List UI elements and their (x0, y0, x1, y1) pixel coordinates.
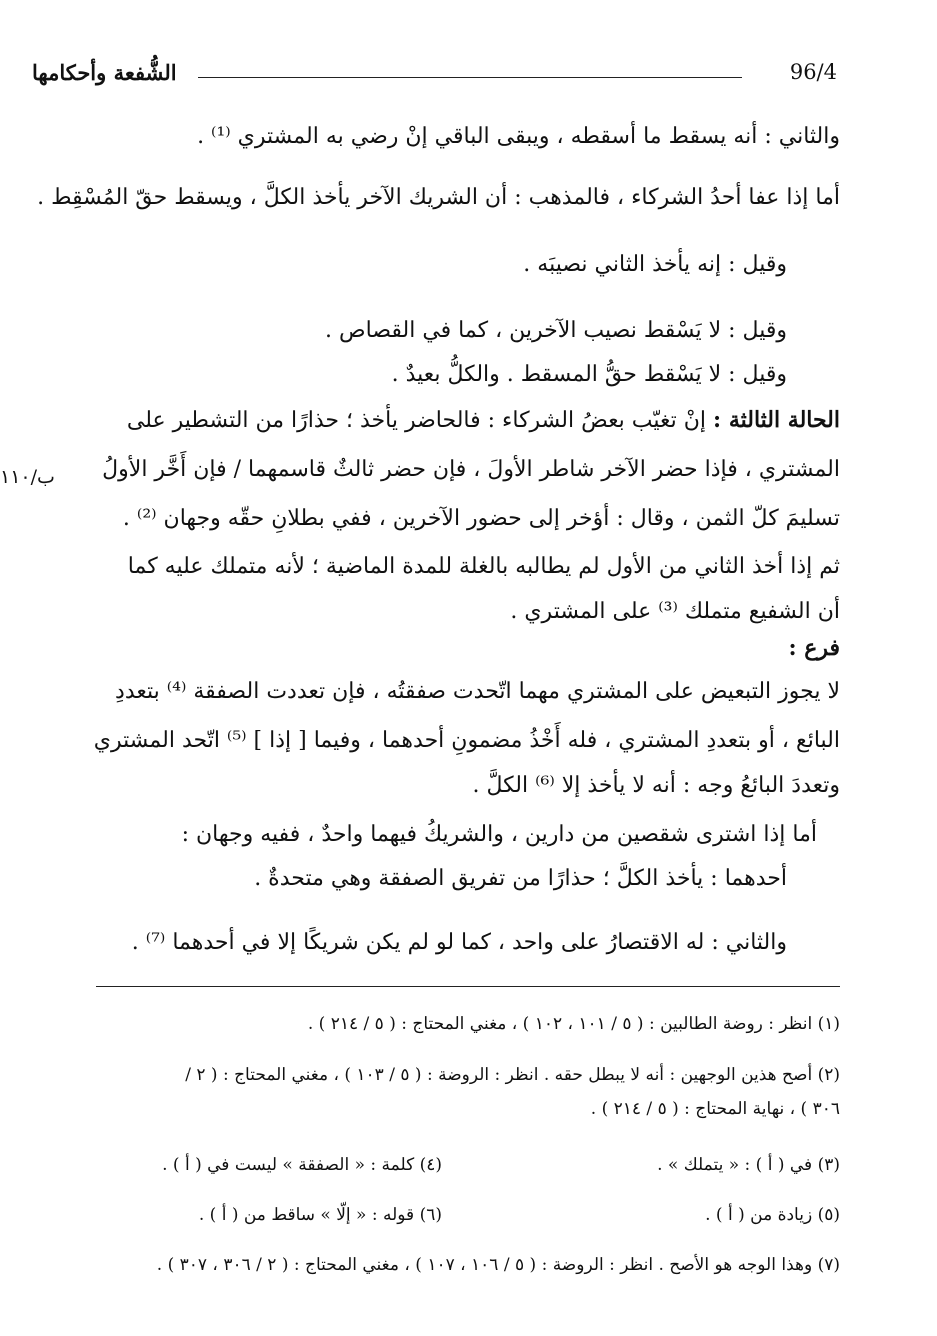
page-reference: 96/4 (789, 60, 837, 84)
body-line: والثاني : له الاقتصارُ على واحد ، كما لو لم يكن شريكًا إلا في أحدهما ⁽⁷⁾ . (131, 930, 787, 955)
body-line: وتعددَ البائعُ وجه : أنه لا يأخذ إلا ⁽⁶⁾ الكلَّ . (472, 773, 840, 798)
footnote: (٢) أصح هذين الوجهين : أنه لا يبطل حقه . انظر : الروضة : ( ٥ / ١٠٣ ) ، مغني المحتاج : ( ٢ / (185, 1065, 840, 1085)
body-line: الحالة الثالثة : إنْ تغيّب بعضُ الشركاء : فالحاضر يأخذ ؛ حذارًا من التشطير على (126, 407, 840, 433)
footnote: (١) انظر : روضة الطالبين : ( ٥ / ١٠١ ، ١٠٢ ) ، مغني المحتاج : ( ٥ / ٢١٤ ) . (307, 1014, 840, 1034)
body-line: لا يجوز التبعيض على المشتري مهما اتّحدت صفقتُه ، فإن تعددت الصفقة ⁽⁴⁾ بتعددِ (115, 679, 840, 704)
body-line: أحدهما : يأخذ الكلَّ ؛ حذارًا من تفريق الصفقة وهي متحدةٌ . (254, 866, 787, 891)
manuscript-folio-marker: ب/١١٠ (0, 466, 55, 488)
footnote: (٣) في ( أ ) : « يتملك » . (657, 1155, 840, 1175)
body-line: تسليمَ كلّ الثمن ، وقال : أؤخر إلى حضور الآخرين ، ففي بطلانِ حقّه وجهان ⁽²⁾ . (122, 506, 840, 531)
running-title: الشُّفعة وأحكامها (32, 60, 177, 85)
footnote: ٣٠٦ ) ، نهاية المحتاج : ( ٥ / ٢١٤ ) . (590, 1099, 840, 1119)
footnote: (٤) كلمة : « الصفقة » ليست في ( أ ) . (162, 1155, 442, 1175)
footnote: (٥) زيادة من ( أ ) . (705, 1205, 840, 1225)
footnote: (٧) وهذا الوجه هو الأصح . انظر : الروضة : ( ٥ / ١٠٦ ، ١٠٧ ) ، مغني المحتاج : ( ٢ / ٣٠٦ ، ٣٠٧ ) . (156, 1255, 840, 1275)
case-label: الحالة الثالثة : (713, 407, 840, 433)
body-line: أما إذا عفا أحدُ الشركاء ، فالمذهب : أن الشريك الآخر يأخذ الكلَّ ، ويسقط حقّ المُسْقِط . (37, 185, 840, 210)
body-line: وقيل : لا يَسْقط حقُّ المسقط . والكلُّ بعيدٌ . (391, 362, 787, 387)
header-rule (198, 77, 742, 78)
body-line: والثاني : أنه يسقط ما أسقطه ، ويبقى الباقي إنْ رضي به المشتري ⁽¹⁾ . (197, 124, 840, 149)
body-line: ثم إذا أخذ الثاني من الأول لم يطالبه بالغلة للمدة الماضية ؛ لأنه متملك عليه كما (127, 554, 840, 579)
footnote-separator (96, 986, 840, 987)
footnote: (٦) قوله : « إلّا » ساقط من ( أ ) . (198, 1205, 442, 1225)
body-line: أن الشفيع متملك ⁽³⁾ على المشتري . (510, 599, 840, 624)
section-heading: فرع : (788, 635, 840, 661)
body-line: البائع ، أو بتعددِ المشتري ، فله أَخْذُ مضمونِ أحدهما ، وفيما [ إذا ] ⁽⁵⁾ اتّحد المشتري (93, 728, 840, 753)
body-line: أما إذا اشترى شقصين من دارين ، والشريكُ فيهما واحدٌ ، ففيه وجهان : (181, 822, 817, 847)
body-line: وقيل : إنه يأخذ الثاني نصيبَه . (523, 252, 787, 277)
body-line: وقيل : لا يَسْقط نصيب الآخرين ، كما في القصاص . (325, 318, 787, 343)
body-line: المشتري ، فإذا حضر الآخر شاطر الأولَ ، فإن حضر ثالثٌ قاسمهما / فإن أَخَّر الأولُ (102, 457, 840, 482)
